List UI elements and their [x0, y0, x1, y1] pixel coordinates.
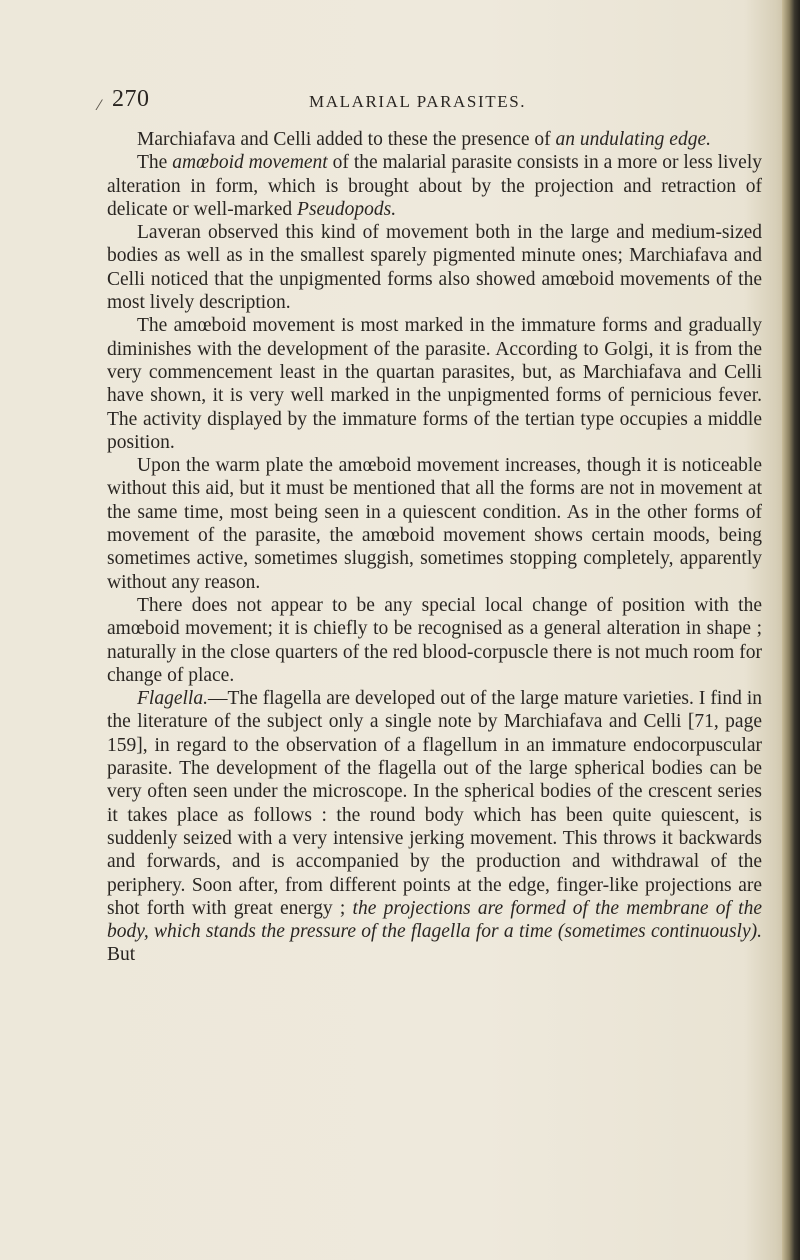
text-run: But: [107, 944, 136, 966]
margin-mark: ⁄: [98, 98, 101, 114]
paragraph-local-change: There does not appear to be any special local change of position with the amœboid movement; it is chiefly to be recognised as a general alteration in shape ; naturally in the close quarters of the red blood-corpuscle there is not much room for change of place.: [107, 594, 762, 686]
paragraph-amoeboid-movement: [107, 151, 762, 221]
text-run: of the malarial parasite consists in a more or less lively alteration in form, which is brought about by the projection and retraction of delicate or well-marked: [107, 152, 762, 220]
italic-run: Flagella.: [137, 688, 208, 710]
paragraph-immature-forms: The amœboid movement is most marked in the immature forms and gradually diminishes with the development of the parasite. According to Golgi, it is from the very commencement least in the quartan parasites, but, as Marchiafava and Celli have shown, it is very well marked in the unpigmented forms of pernicious fever. The activity displayed by the immature forms of the tertian type occupies a middle position.: [107, 315, 762, 453]
paragraph-laveran: Laveran observed this kind of movement both in the large and medium-sized bodies as well as in the smallest sparely pigmented minute ones; Marchiafava and Celli noticed that the unpigmented forms also showed amœboid movements of the most lively description.: [107, 222, 762, 314]
italic-run: an undulating edge.: [555, 129, 711, 150]
italic-run: Pseudopods.: [297, 198, 397, 220]
paragraph-warm-plate: Upon the warm plate the amœboid movement increases, though it is noticeable without this aid, but it must be mentioned that all the forms are not in movement at the same time, most being seen in a quiescent condition. As in the other forms of movement of the parasite, the amœboid movement shows certain moods, being sometimes active, sometimes sluggish, sometimes stopping completely, apparently without any reason.: [107, 455, 762, 593]
text-run: The: [137, 152, 173, 174]
body-text: [107, 128, 762, 967]
page-binding-edge: [782, 0, 800, 1260]
text-run: Marchiafava and Celli added to these the presence of: [137, 129, 556, 150]
page-number: 270: [112, 86, 150, 112]
running-title: MALARIAL PARASITES.: [309, 92, 527, 111]
paragraph-undulating-edge: [107, 128, 762, 151]
italic-run: amœboid movement: [172, 152, 328, 174]
paragraph-flagella: [107, 687, 762, 967]
italic-run: the projections are formed of the membrane of the body, which stands the pressure of the flagella for a time (sometimes continuously).: [107, 897, 762, 943]
text-run: —The flagella are developed out of the large mature varieties. I find in the literature of the subject only a single note by Marchiafava and Celli [71, page 159], in regard to the observation of a flagellum in an immature endocorpuscular parasite. The development of the flagella out of the large spherical bodies can be very often seen under the microscope. In the spherical bodies of the crescent series it takes place as follows : the round body which has been quite quiescent, is suddenly seized with a very intensive jerking movement. This throws it backwards and forwards, and is accompanied by the production and withdrawal of the periphery. Soon after, from different points at the edge, finger-like projections are shot forth with great energy ;: [107, 688, 762, 919]
